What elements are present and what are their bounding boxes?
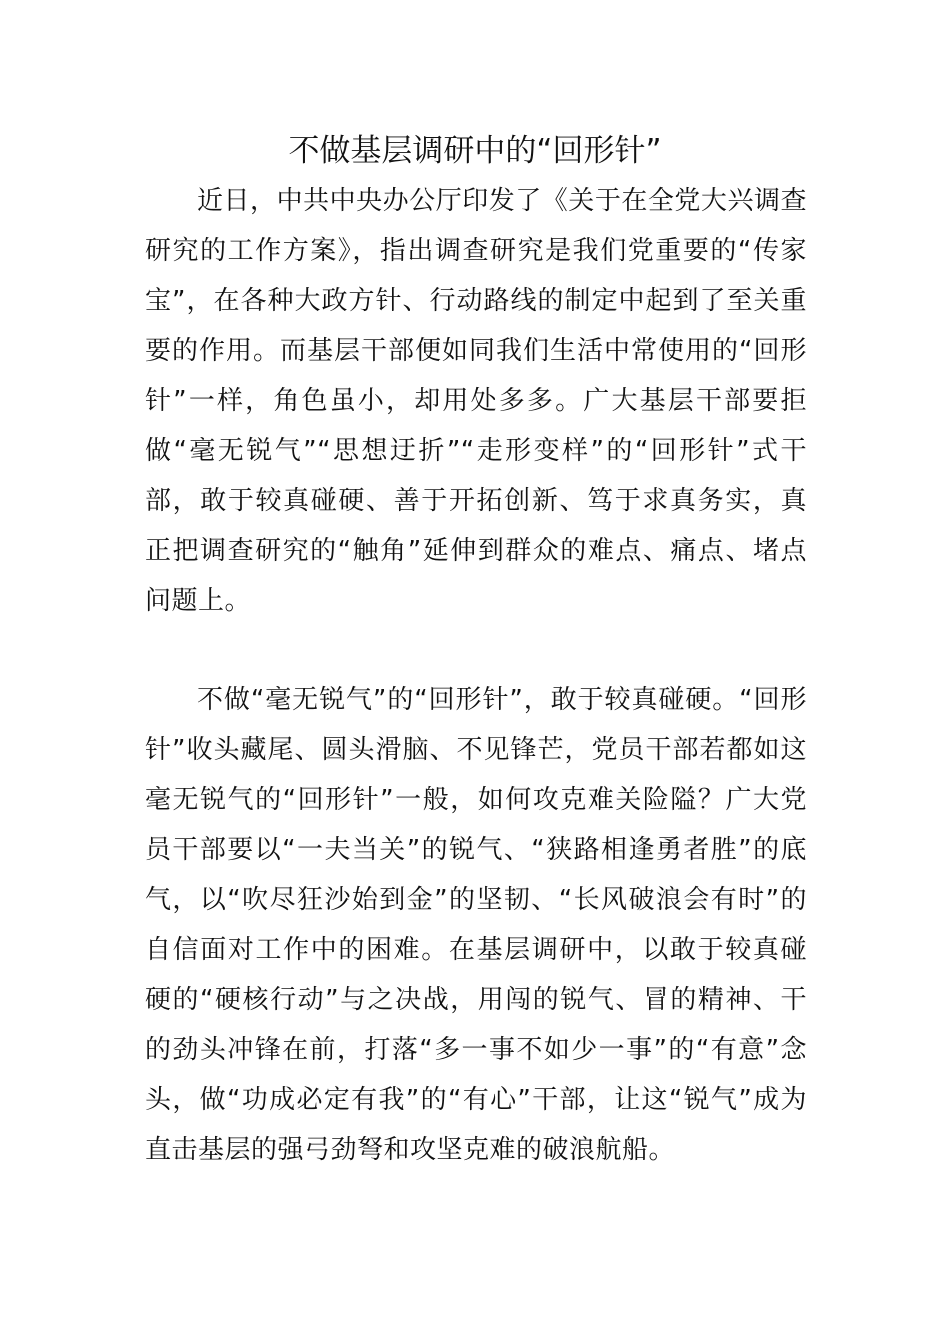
document-title: 不做基层调研中的“回形针” <box>288 133 662 169</box>
body-paragraph-2: 不做“毫无锐气”的“回形针”，敢于较真碰硬。“回形针”收头藏尾、圆头滑脑、不见锋芒，党员干部若都如这毫无锐气的“回形针”一般，如何攻克难关险隘？广大党员干部要以“一夫当关”的锐气、“狭路相逢勇者胜”的底气，以“吹尽狂沙始到金”的坚韧、“长风破浪会有时”的自信面对工作中的困难。在基层调研中，以敢于较真碰硬的“硬核行动”与之决战，用闯的锐气、冒的精神、干的劲头冲锋在前，打落“多一事不如少一事”的“有意”念头，做“功成必定有我”的“有心”干部，让这“锐气”成为直击基层的强弓劲弩和攻坚克难的破浪航船。 <box>145 685 807 1165</box>
body-paragraph-1: 近日，中共中央办公厅印发了《关于在全党大兴调查研究的工作方案》，指出调查研究是我们党重要的“传家宝”，在各种大政方针、行动路线的制定中起到了至关重要的作用。而基层干部便如同我们生活中常使用的“回形针”一样，角色虽小，却用处多多。广大基层干部要拒做“毫无锐气”“思想迂折”“走形变样”的“回形针”式干部，敢于较真碰硬、善于开拓创新、笃于求真务实，真正把调查研究的“触角”延伸到群众的难点、痛点、堵点问题上。 <box>145 186 807 616</box>
